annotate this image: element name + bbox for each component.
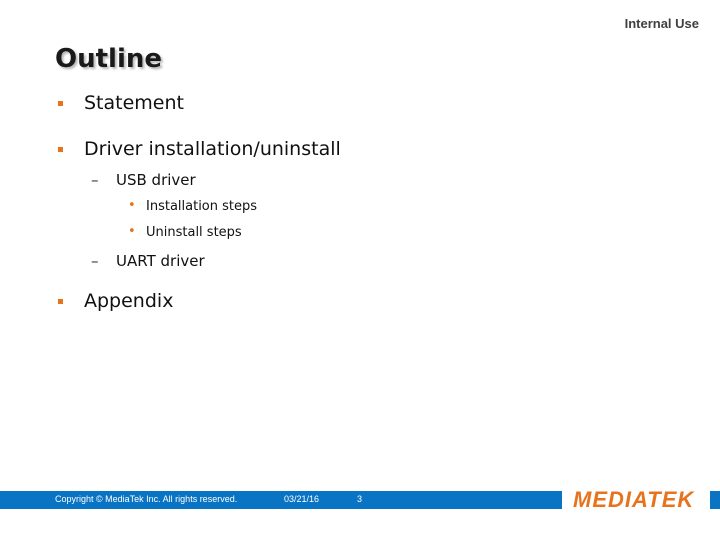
- outline-subsubitem-uninstall: Uninstall steps: [146, 225, 242, 240]
- bullet-square-icon: [58, 299, 63, 304]
- bullet-square-icon: [58, 147, 63, 152]
- bullet-dot-icon: •: [128, 224, 136, 239]
- outline-item-appendix: Appendix: [84, 290, 174, 312]
- outline-item-driver: Driver installation/uninstall: [84, 138, 341, 160]
- bullet-dot-icon: •: [128, 198, 136, 213]
- slide-date: 03/21/16: [284, 494, 320, 504]
- mediatek-logo: MEDIATEK: [573, 487, 695, 512]
- page-number: 3: [357, 494, 363, 504]
- bullet-square-icon: [58, 101, 63, 106]
- outline-subitem-usb-driver: USB driver: [116, 171, 196, 189]
- dash-bullet-icon: –: [91, 171, 99, 189]
- copyright-text: Copyright © MediaTek Inc. All rights reserved.: [55, 494, 238, 504]
- classification-label: Internal Use: [624, 16, 699, 31]
- slide-title: Outline: [55, 44, 163, 74]
- outline-item-statement: Statement: [84, 92, 184, 114]
- dash-bullet-icon: –: [91, 252, 99, 270]
- outline-subitem-uart-driver: UART driver: [116, 252, 205, 270]
- outline-subsubitem-installation: Installation steps: [146, 199, 258, 214]
